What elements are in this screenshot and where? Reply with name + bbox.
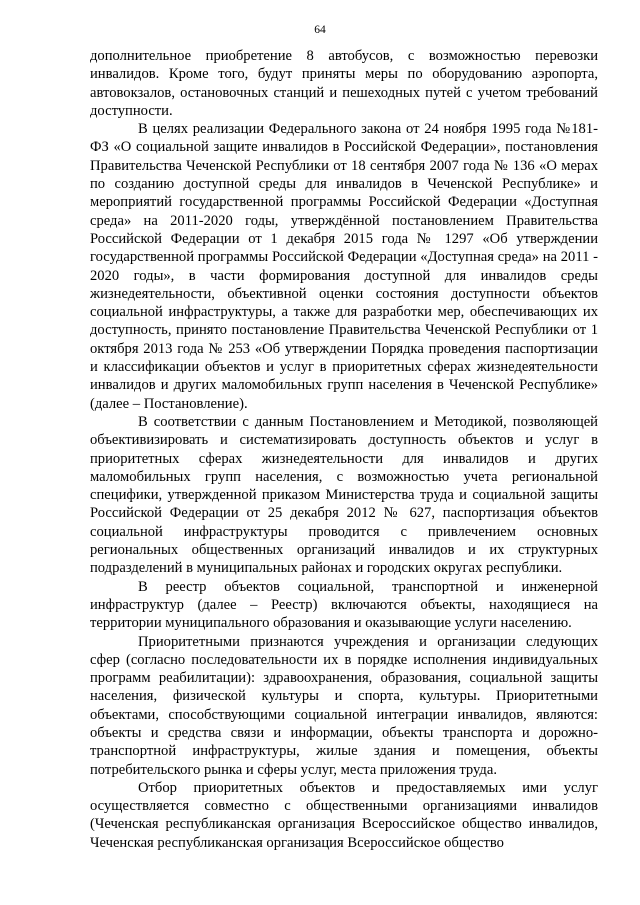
document-body [90, 47, 598, 852]
paragraph-continuation: дополнительное приобретение 8 автобусов, с возможностью перевозки инвалидов. Кроме того, будут приняты меры по оборудованию аэропорта, автовокзалов, остановочных станций и пешеходных путей с учетом требований доступности. [90, 48, 598, 119]
paragraph-federal-law-implementation: В целях реализации Федерального закона от 24 ноября 1995 года №181-ФЗ «О социальной защите инвалидов в Российской Федерации», постановления Правительства Чеченской Республики от 18 сентября 2007 года № 136 «О мерах по созданию доступной среды для инвалидов в Чеченской Республике» и мероприятий государственной программы Российской Федерации «Доступная среда» на 2011-2020 годы, утверждённой постановлением Правительства Российской Федерации от 1 декабря 2015 года № 1297 «Об утверждении государственной программы Российской Федерации «Доступная среда» на 2011 - 2020 годы», в части формирования доступной для инвалидов среды жизнедеятельности, объективной оценки состояния доступности объектов социальной инфраструктуры, а также для разработки мер, обеспечивающих их доступность, принято постановление Правительства Чеченской Республики от 1 октября 2013 года № 253 «Об утверждении Порядка проведения паспортизации и классификации объектов и услуг в приоритетных сферах жизнедеятельности инвалидов и других маломобильных групп населения в Чеченской Республике» (далее – Постановление). [90, 121, 598, 412]
paragraph-registry: В реестр объектов социальной, транспортной и инженерной инфраструктур (далее – Реестр) включаются объекты, находящиеся на территории муниципального образования и оказывающие услуги населению. [90, 578, 598, 632]
paragraph-passportization: В соответствии с данным Постановлением и Методикой, позволяющей объективизировать и систематизировать доступность объектов и услуг в приоритетных сферах жизнедеятельности для инвалидов и других маломобильных групп населения, с возможностью учета региональной специфики, утвержденной приказом Министерства труда и социальной защиты Российской Федерации от 25 декабря 2012 № 627, паспортизация объектов социальной инфраструктуры проводится с привлечением основных региональных общественных организаций инвалидов и их структурных подразделений в муниципальных районах и городских округах республики. [90, 413, 598, 577]
page-number: 64 [314, 24, 326, 36]
paragraph-priority-spheres: Приоритетными признаются учреждения и организации следующих сфер (согласно последовательности их в порядке исполнения индивидуальных программ реабилитации): здравоохранения, образования, социальной защиты населения, физической культуры и спорта, культуры. Приоритетными объектами, способствующими социальной интеграции инвалидов, являются: объекты и средства связи и информации, объекты транспорта и дорожно-транспортной инфраструктуры, жилые здания и помещения, объекты потребительского рынка и сферы услуг, места приложения труда. [90, 633, 598, 778]
paragraph-object-selection: Отбор приоритетных объектов и предоставляемых ими услуг осуществляется совместно с общественными организациями инвалидов (Чеченская республиканская организация Всероссийское общество инвалидов, Чеченская республиканская организация Всероссийское общество [90, 779, 598, 851]
